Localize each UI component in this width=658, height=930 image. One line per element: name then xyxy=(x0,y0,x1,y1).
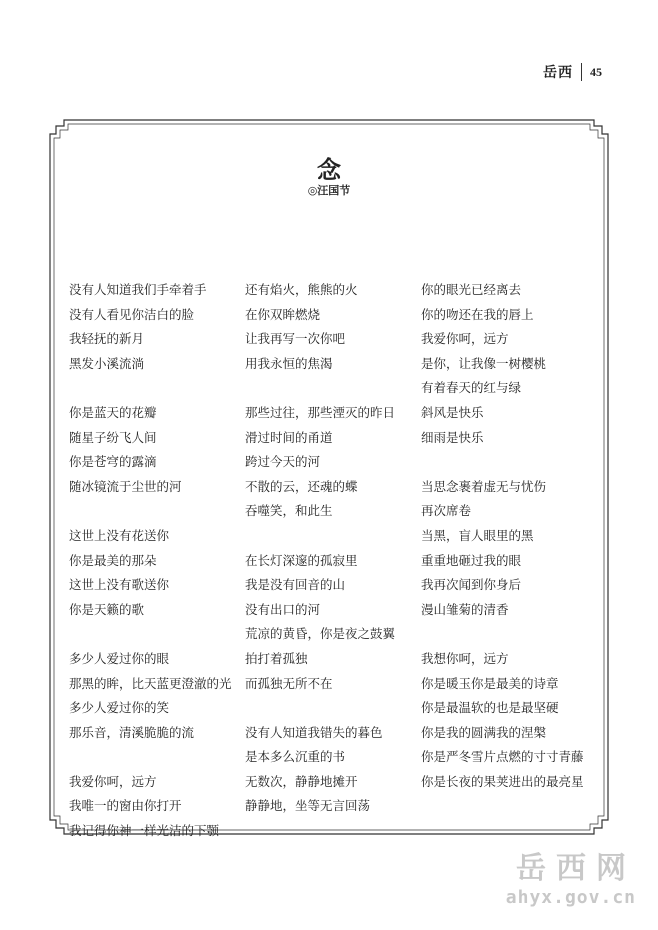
poem-column-3 xyxy=(421,278,584,794)
poem-line: 再次席卷 xyxy=(421,503,472,519)
poem-line: 黑发小溪流淌 xyxy=(69,355,145,371)
stanza-gap xyxy=(69,499,232,524)
stanza-gap xyxy=(69,376,232,401)
poem-line: 你是最美的那朵 xyxy=(69,552,157,568)
stanza-gap xyxy=(421,450,584,475)
poem-line: 你是严冬雪片点燃的寸寸青藤 xyxy=(421,749,584,765)
poem-line: 随星子纷飞人间 xyxy=(69,429,157,445)
stanza-gap xyxy=(245,696,395,721)
poem-line: 用我永恒的焦渴 xyxy=(245,355,333,371)
poem-author: ◎汪国节 xyxy=(307,184,351,197)
poem-line: 吞噬笑，和此生 xyxy=(245,503,333,519)
stanza-gap xyxy=(69,745,232,770)
poem-line: 漫山雏菊的清香 xyxy=(421,601,509,617)
poem-line: 在长灯深邃的孤寂里 xyxy=(245,552,358,568)
poem-line: 你是暖玉你是最美的诗章 xyxy=(421,675,559,691)
poem-column-2 xyxy=(245,278,395,819)
poem-line: 当黑，盲人眼里的黑 xyxy=(421,527,534,543)
poem-line: 随冰镜流于尘世的河 xyxy=(69,478,182,494)
poem-line: 静静地，坐等无言回荡 xyxy=(245,798,371,814)
poem-line: 是你，让我像一树樱桃 xyxy=(421,355,547,371)
poem-line: 你的眼光已经离去 xyxy=(421,282,522,297)
poem-line: 我轻抚的新月 xyxy=(69,331,145,347)
poem-column-1 xyxy=(69,278,232,844)
site-watermark xyxy=(506,843,636,908)
poem-line: 那乐音，清溪脆脆的流 xyxy=(69,724,195,740)
poem-line: 你是蓝天的花瓣 xyxy=(69,404,157,420)
poem-line: 有着春天的红与绿 xyxy=(421,380,522,396)
poem-line: 这世上没有花送你 xyxy=(69,527,170,543)
poem-line: 你的吻还在我的唇上 xyxy=(421,306,534,322)
watermark-url: ahyx.gov.cn xyxy=(505,887,636,908)
poem-line: 不散的云，还魂的蝶 xyxy=(245,478,358,494)
poem-line: 那些过往，那些湮灭的昨日 xyxy=(245,404,396,420)
poem-line: 当思念裹着虚无与忧伤 xyxy=(421,478,547,494)
poem-line: 我想你呵，远方 xyxy=(421,650,509,666)
poem-line: 还有焰火，熊熊的火 xyxy=(245,282,358,297)
poem-line: 在你双眸燃烧 xyxy=(245,306,321,322)
poem-line: 细雨是快乐 xyxy=(421,429,484,445)
poem-line: 我再次闻到你身后 xyxy=(421,577,522,593)
poem-line: 这世上没有歌送你 xyxy=(69,577,170,593)
poem-line: 多少人爱过你的眼 xyxy=(69,650,170,666)
poem-line: 没有人看见你洁白的脸 xyxy=(69,306,195,322)
poem-line: 你是最温软的也是最坚硬 xyxy=(421,700,559,716)
poem-line: 我是没有回音的山 xyxy=(245,577,346,593)
poem-line: 你是我的圆满我的涅槃 xyxy=(421,724,547,740)
poem-title: 念 xyxy=(317,155,341,184)
page-number: 45 xyxy=(590,64,602,79)
page-header xyxy=(543,62,602,82)
poem-line: 我记得你神一样光洁的下颚 xyxy=(69,823,220,839)
poem-line: 没有人知道我错失的暮色 xyxy=(245,724,383,740)
poem-line: 你是苍穹的露滴 xyxy=(69,454,157,470)
stanza-gap xyxy=(69,622,232,647)
stanza-gap xyxy=(421,622,584,647)
poem-line: 没有出口的河 xyxy=(245,601,321,617)
poem-line: 重重地砸过我的眼 xyxy=(421,552,522,568)
watermark-logo: 岳西网 xyxy=(516,851,636,886)
stanza-gap xyxy=(245,524,395,549)
poem-line: 那黑的眸，比天蓝更澄澈的光 xyxy=(69,675,232,691)
poem-line: 斜风是快乐 xyxy=(421,404,484,420)
poem-line: 荒凉的黄昏，你是夜之鼓翼 xyxy=(245,626,396,642)
poem-line: 无数次，静静地摊开 xyxy=(245,773,358,789)
poem-line: 是本多么沉重的书 xyxy=(245,749,346,765)
poem-line: 跨过今天的河 xyxy=(245,454,321,470)
poem-line: 让我再写一次你吧 xyxy=(245,331,346,347)
poem-line: 而孤独无所不在 xyxy=(245,675,333,691)
poem-line: 多少人爱过你的笑 xyxy=(69,700,170,716)
poem-line: 我爱你呵，远方 xyxy=(421,331,509,347)
poem-line: 滑过时间的甬道 xyxy=(245,429,333,445)
header-divider xyxy=(581,63,582,81)
magazine-logo: 岳西 xyxy=(543,65,573,81)
poem-line: 拍打着孤独 xyxy=(245,650,308,666)
poem-line: 我唯一的窗由你打开 xyxy=(69,798,182,814)
poem-line: 我爱你呵，远方 xyxy=(69,773,157,789)
poem-line: 你是长夜的果荚进出的最亮星 xyxy=(421,773,584,789)
stanza-gap xyxy=(245,376,395,401)
poem-line: 你是天籁的歌 xyxy=(69,601,145,617)
poem-line: 没有人知道我们手牵着手 xyxy=(69,282,207,297)
